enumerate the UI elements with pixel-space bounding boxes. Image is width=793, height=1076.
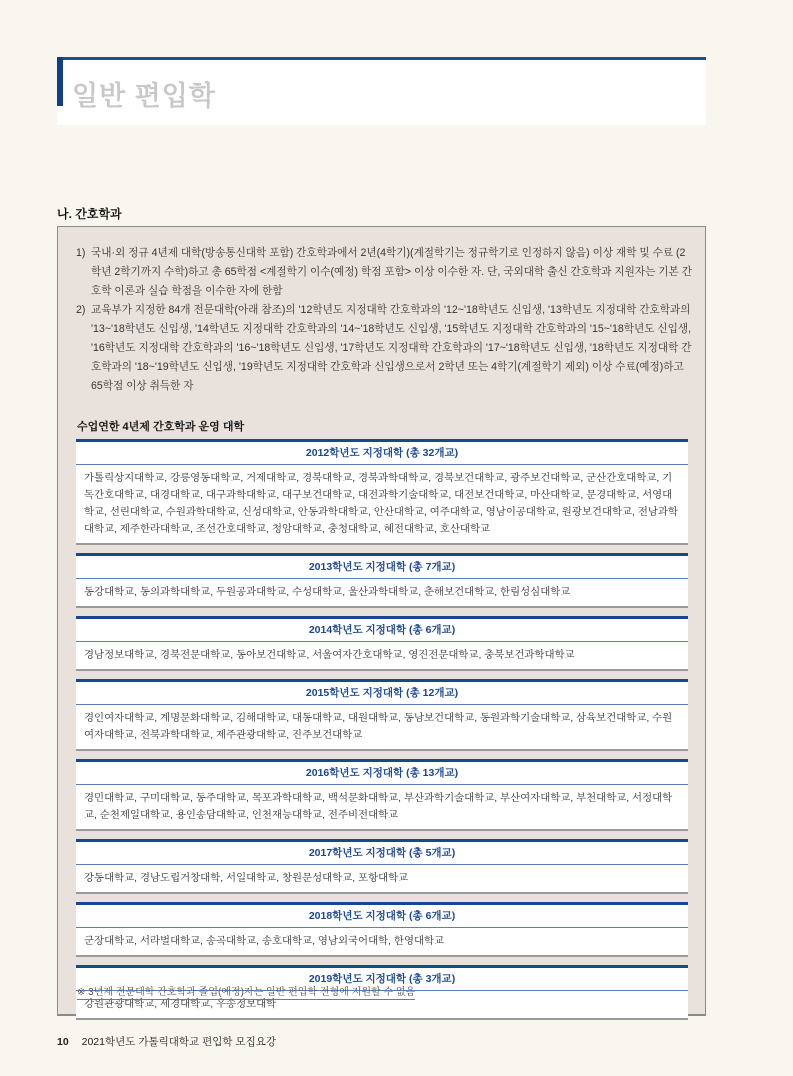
section-title: 나. 간호학과 bbox=[57, 207, 122, 221]
chapter-header bbox=[57, 57, 706, 125]
table-cell-schools: 경민대학교, 구미대학교, 동주대학교, 목포과학대학교, 백석문화대학교, 부산과학기술대학교, 부산여자대학교, 부천대학교, 서정대학교, 순천제일대학교, 용인송담대학교, 인천재능대학교, 전주비전대학교 bbox=[84, 793, 673, 821]
requirements-box bbox=[57, 226, 706, 1016]
college-table bbox=[76, 679, 688, 751]
requirements-list bbox=[76, 244, 692, 396]
college-table bbox=[76, 839, 688, 894]
requirement-item bbox=[76, 244, 692, 301]
table-cell-schools: 군장대학교, 서라벌대학교, 송곡대학교, 송호대학교, 영남외국어대학, 한영대학교 bbox=[84, 936, 445, 947]
table-cell-schools: 강동대학교, 경남도립거창대학, 서일대학교, 창원문성대학교, 포항대학교 bbox=[84, 873, 409, 884]
table-header: 2017학년도 지정대학 (총 5개교) bbox=[76, 842, 688, 865]
table-header: 2019학년도 지정대학 (총 3개교) bbox=[76, 968, 688, 991]
table-cell-schools: 경인여자대학교, 계명문화대학교, 김해대학교, 대동대학교, 대원대학교, 동남보건대학교, 동원과학기술대학교, 삼육보건대학교, 수원여자대학교, 전북과학대학교, 제주관광대학교, 진주보건대학교 bbox=[84, 713, 673, 741]
college-table bbox=[76, 439, 688, 545]
table-header: 2015학년도 지정대학 (총 12개교) bbox=[76, 682, 688, 705]
note: ※ 3년제 전문대학 간호학과 졸업(예정)자는 일반 편입학 전형에 지원할 수 없음 bbox=[77, 987, 416, 998]
page-footer bbox=[57, 1034, 276, 1049]
table-cell-schools: 동강대학교, 동의과학대학교, 두원공과대학교, 수성대학교, 울산과학대학교, 춘해보건대학교, 한림성심대학교 bbox=[84, 587, 571, 598]
table-header: 2012학년도 지정대학 (총 32개교) bbox=[76, 442, 688, 465]
table-cell-schools: 강원관광대학교, 세경대학교, 우송정보대학 bbox=[84, 999, 277, 1010]
requirement-item bbox=[76, 301, 692, 396]
college-table bbox=[76, 902, 688, 957]
table-header: 2018학년도 지정대학 (총 6개교) bbox=[76, 905, 688, 928]
college-table bbox=[76, 553, 688, 608]
college-table bbox=[76, 759, 688, 831]
table-cell-schools: 가톨릭상지대학교, 강릉영동대학교, 거제대학교, 경북대학교, 경북과학대학교, 경북보건대학교, 광주보건대학교, 군산간호대학교, 기독간호대학교, 대경대학교, 대구과학대학교, 대구보건대학교, 대전과학기술대학교, 대전보건대학교, 마산대학교, 문경대학교, 서영대학교, 선린대학교, 수원과학대학교, 신성대학교, 안동과학대학교, 안산대학교, 여주대학교, 영남이공대학교, 원광보건대학교, 전남과학대학교, 제주한라대학교, 조선간호대학교, 청암대학교, 충청대학교, 혜전대학교, 호산대학교 bbox=[84, 473, 678, 535]
footer-text: 2021학년도 가톨릭대학교 편입학 모집요강 bbox=[81, 1036, 277, 1048]
college-table bbox=[76, 616, 688, 671]
header-accent-bar bbox=[57, 57, 63, 106]
requirement-number: 1) bbox=[76, 247, 86, 259]
subheading: 수업연한 4년제 간호학과 운영 대학 bbox=[77, 421, 245, 433]
chapter-title: 일반 편입학 bbox=[72, 81, 216, 111]
table-header: 2014학년도 지정대학 (총 6개교) bbox=[76, 619, 688, 642]
page-number: 10 bbox=[57, 1036, 69, 1048]
table-header: 2016학년도 지정대학 (총 13개교) bbox=[76, 762, 688, 785]
requirement-number: 2) bbox=[76, 304, 86, 316]
table-cell-schools: 경남정보대학교, 경북전문대학교, 동아보건대학교, 서울여자간호대학교, 영진전문대학교, 충북보건과학대학교 bbox=[84, 650, 575, 661]
designated-colleges-tables bbox=[76, 439, 688, 1028]
requirement-text: 국내·외 정규 4년제 대학(방송통신대학 포함) 간호학과에서 2년(4학기)(계절학기는 정규학기로 인정하지 않음) 이상 재학 및 수료 (2학년 2학기까지 수학)하고 총 65학점 <계절학기 이수(예정) 학점 포함> 이상 이수한 자. 단, 국외대학 출신 간호학과 지원자는 기본 간호학 이론과 실습 학점을 이수한 자에 한함 bbox=[91, 247, 692, 297]
table-header: 2013학년도 지정대학 (총 7개교) bbox=[76, 556, 688, 579]
requirement-text: 교육부가 지정한 84개 전문대학(아래 참조)의 '12학년도 지정대학 간호학과의 '12~'18학년도 신입생, '13학년도 지정대학 간호학과의 '13~'18학년도 신입생, '14학년도 지정대학 간호학과의 '14~'18학년도 신입생, '15학년도 지정대학 간호학과의 '15~'18학년도 신입생, '16학년도 지정대학 간호학과의 '16~'18학년도 신입생, '17학년도 지정대학 간호학과의 '17~'18학년도 신입생, '18학년도 지정대학 간호학과의 '18~'19학년도 신입생, '19학년도 지정대학 간호학과 신입생으로서 2학년 또는 4학기(계절학기 제외) 이상 수료(예정)하고 65학점 이상 취득한 자 bbox=[91, 304, 692, 392]
